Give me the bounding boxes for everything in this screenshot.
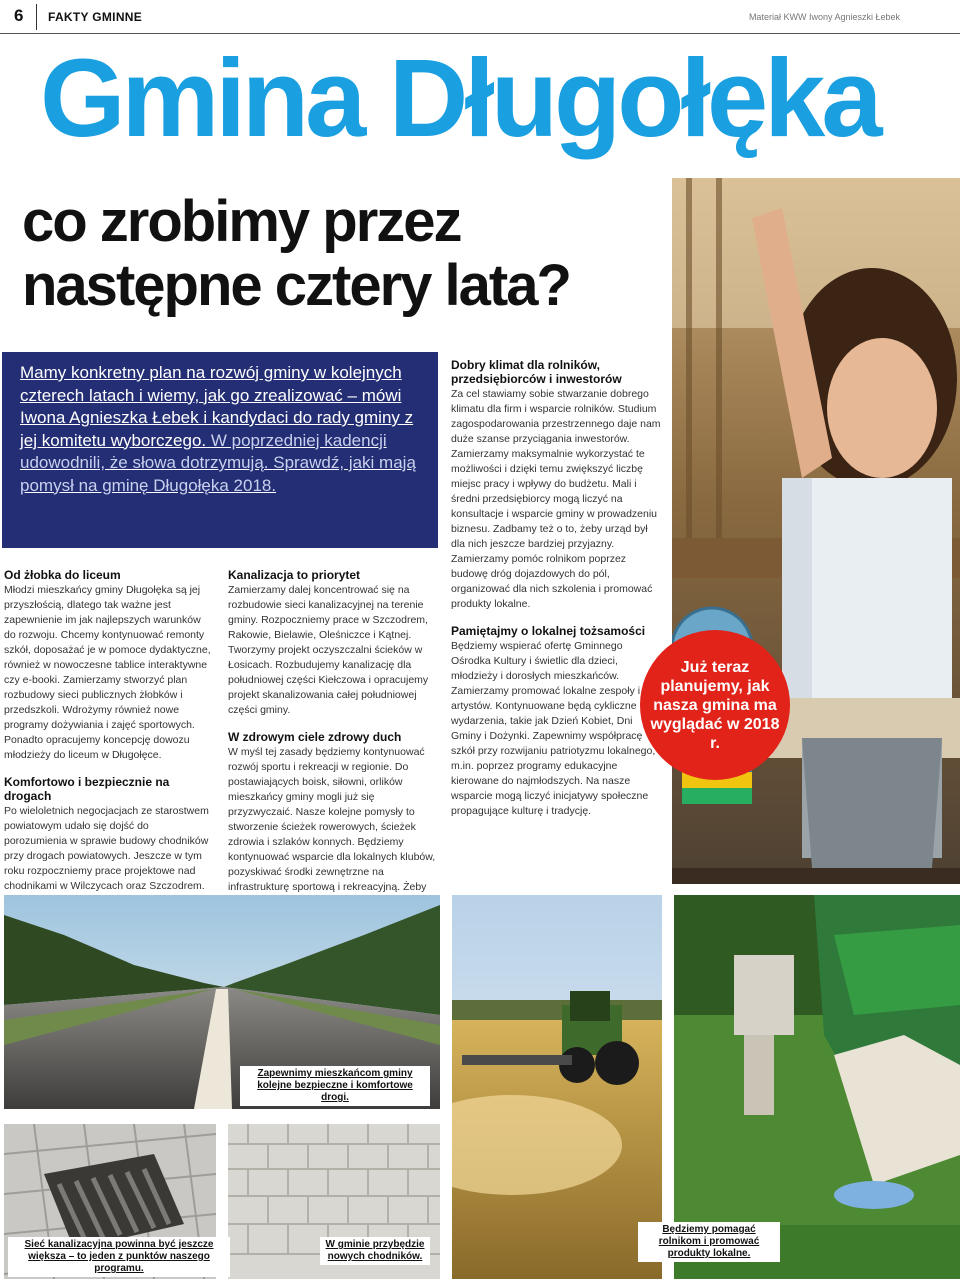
article-body: Młodzi mieszkańcy gminy Długołęka są jej przyszłością, dlatego tak ważne jest zapewnienie im jak najlepszych warunków do rozwoju. Chcemy kontynuować remonty szkół, doposażać je w pomoce dydaktyczne, również w nowoczesne tablice interaktywne czy e-booki. Zamierzamy stworzyć plan rozbudowy sieci publicznych żłobków i przedszkoli. Wdrożymy również nowe programy dożywiania i zajęć sportowych. Ponadto opracujemy koncepcję dowozu młodzieży do liceum w Długołęce. <box>4 584 211 761</box>
article-body: Zamierzamy dalej koncentrować się na rozbudowie sieci kanalizacyjnej na terenie gminy. Rozpoczniemy prace w Szczodrem, Rakowie, Bielawie, Oleśniczce i Kątnej. Tworzymy projekt oczyszczalni ścieków w Łosicach. Rozbudujemy kanalizację dla południowej części Kiełczowa i opracujemy projekt skanalizowania całej południowej części gminy. <box>228 584 429 716</box>
page-subtitle <box>22 190 570 318</box>
article-heading: Pamiętajmy o lokalnej tożsamości <box>451 624 646 638</box>
article-column-3 <box>451 358 661 831</box>
caption-road: Zapewnimy mieszkańcom gminy kolejne bezpieczne i komfortowe drogi. <box>240 1066 430 1106</box>
page-title: Gmina Długołęka <box>40 37 879 160</box>
subtitle-line-2: następne cztery lata? <box>22 252 570 318</box>
header-divider <box>36 4 37 30</box>
article-heading: Dobry klimat dla rolników, przedsiębiorców i inwestorów <box>451 358 622 386</box>
caption-storm-drain: Sieć kanalizacyjna powinna być jeszcze większa – to jeden z punktów naszego programu. <box>8 1237 230 1277</box>
caption-farmers: Będziemy pomagać rolnikom i promować produkty lokalne. <box>638 1222 780 1262</box>
sponsor-note: Materiał KWW Iwony Agnieszki Łebek <box>748 12 900 22</box>
photo-tractor-field <box>452 895 662 1279</box>
article-body: Będziemy wspierać ofertę Gminnego Ośrodka Kultury i świetlic dla dzieci, młodzieży i dorosłych mieszkańców. Zamierzamy promować lokalne zespoły i artystów. Kontynuowane będą cykliczne wydarzenia, takie jak Dzień Kobiet, Dni Gminy i Dożynki. Zapewnimy współpracę szkół przy rozwijaniu patriotyzmu lokalnego, m.in. poprzez programy edukacyjne kierowane do najmłodszych. Na nasze wsparcie mogą liczyć inicjatywy społeczne propagujące kulturę i tradycję. <box>451 640 656 817</box>
article-heading: W zdrowym ciele zdrowy duch <box>228 730 402 744</box>
intro-text <box>20 362 420 497</box>
article-heading: Kanalizacja to priorytet <box>228 568 361 582</box>
intro-main-text: Mamy konkretny plan na rozwój gminy w kolejnych czterech latach i wiemy, jak go zrealizować – mówi Iwona Agnieszka Łebek i kandydaci do rady gminy z jej komitetu wyborczego. <box>20 363 414 450</box>
article-heading: Od żłobka do liceum <box>4 568 121 582</box>
caption-paving: W gminie przybędzie nowych chodników. <box>320 1237 430 1265</box>
section-name: FAKTY GMINNE <box>48 10 143 24</box>
page-header <box>0 0 960 34</box>
page-number: 6 <box>14 6 24 25</box>
callout-badge: Już teraz planujemy, jak nasza gmina ma wyglądać w 2018 r. <box>640 630 790 780</box>
article-body: W myśl tej zasady będziemy kontynuować rozwój sportu i rekreacji w regionie. Do postawiających boisk, siłowni, orlików mieszkańcy gminy mogli już się przyzwyczaić. Nasze kolejne pomysły to stworzenie ścieżek rowerowych, ścieżek zdrowia i szlaków konnych. Będziemy kontynuować wsparcie dla lokalnych klubów, pozyskiwać środki zewnętrzne na infrastrukturę sportową i rekreacyjną. Żeby <box>228 746 436 893</box>
article-heading: Komfortowo i bezpiecznie na drogach <box>4 775 170 803</box>
subtitle-line-1: co zrobimy przez <box>22 189 461 254</box>
intro-highlight-text: W poprzedniej kadencji udowodnili, że słowa dotrzymują. Sprawdź, jaki mają pomysł na gminę Długołęka 2018. <box>20 430 416 495</box>
article-body: Za cel stawiamy sobie stwarzanie dobrego klimatu dla firm i wsparcie rolników. Studium zagospodarowania przestrzennego daje nam duże szanse przyciągania inwestorów. Zamierzamy maksymalnie wykorzystać te możliwości i dzięki temu zwiększyć liczbę miejsc pracy i wpływy do budżetu. Mali i średni przedsiębiorcy mogą liczyć na konsultacje i wsparcie gminy w prowadzeniu biznesu. Zadbamy też o to, żeby urząd był dla nich jeszcze bardziej przyjazny. Zamierzamy pomóc rolnikom poprzez budowę dróg dojazdowych do pól, organizować dla nich szkolenia i promować produkty lokalne. <box>451 388 661 610</box>
article-body: Po wieloletnich negocjacjach ze starostwem powiatowym udało się dojść do porozumienia w sprawie budowy chodników przy drogach powiatowych. Jeszcze w tym roku rozpoczniemy prace projektowe nad chodnikami w Wilczycach oraz Szczodrem. <box>4 805 209 892</box>
header-rule <box>0 33 960 34</box>
